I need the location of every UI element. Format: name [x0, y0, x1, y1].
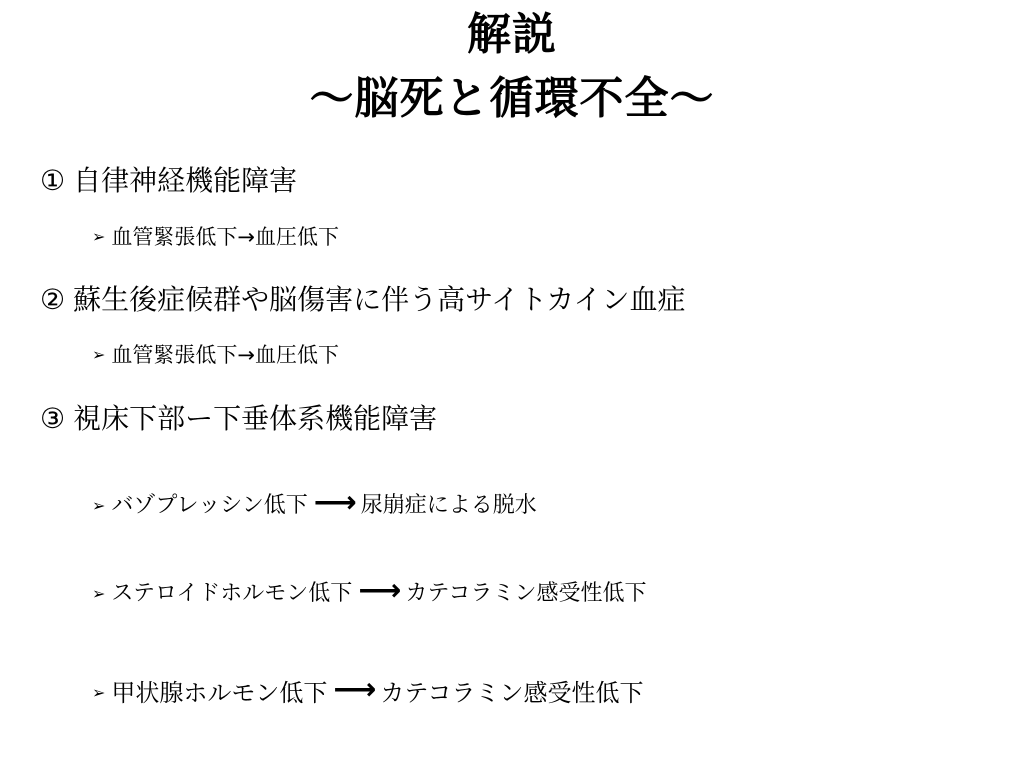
section-3-bullet-1 [92, 485, 537, 520]
section-2-number: ② [40, 283, 66, 316]
right-arrow-icon: ⟶ [358, 573, 402, 608]
right-arrow-icon: ⟶ [313, 485, 357, 520]
bullet-arrow-icon: ➢ [92, 683, 106, 702]
bullet-text: 血管緊張低下→血圧低下 [111, 225, 340, 249]
bullet-arrow-icon: ➢ [92, 584, 106, 603]
section-1-heading [40, 164, 297, 198]
section-1-number: ① [40, 164, 66, 197]
bullet-arrow-icon: ➢ [92, 496, 106, 515]
bullet-arrow-icon: ➢ [92, 227, 106, 246]
bullet-effect: 尿崩症による脱水 [360, 493, 537, 518]
section-2-bullet-1 [92, 342, 339, 368]
section-3-bullet-3 [92, 672, 644, 708]
slide-subtitle: ～脳死と循環不全～ [309, 73, 715, 124]
section-3-heading [40, 402, 437, 436]
section-3-number: ③ [40, 402, 66, 435]
bullet-effect: カテコラミン感受性低下 [380, 679, 644, 707]
bullet-cause: 甲状腺ホルモン低下 [111, 679, 328, 707]
bullet-arrow-icon: ➢ [92, 345, 106, 364]
section-3-title: 視床下部ー下垂体系機能障害 [73, 402, 438, 435]
slide-title: 解説 [467, 9, 557, 60]
section-2-heading [40, 283, 685, 317]
bullet-cause: ステロイドホルモン低下 [111, 581, 353, 606]
section-1-title: 自律神経機能障害 [73, 164, 298, 197]
bullet-cause: バゾプレッシン低下 [111, 493, 308, 518]
section-3-bullet-2 [92, 573, 647, 608]
bullet-effect: カテコラミン感受性低下 [405, 581, 647, 606]
section-2-title: 蘇生後症候群や脳傷害に伴う高サイトカイン血症 [73, 283, 686, 316]
bullet-text: 血管緊張低下→血圧低下 [111, 343, 340, 367]
right-arrow-icon: ⟶ [333, 672, 377, 707]
section-1-bullet-1 [92, 224, 339, 250]
